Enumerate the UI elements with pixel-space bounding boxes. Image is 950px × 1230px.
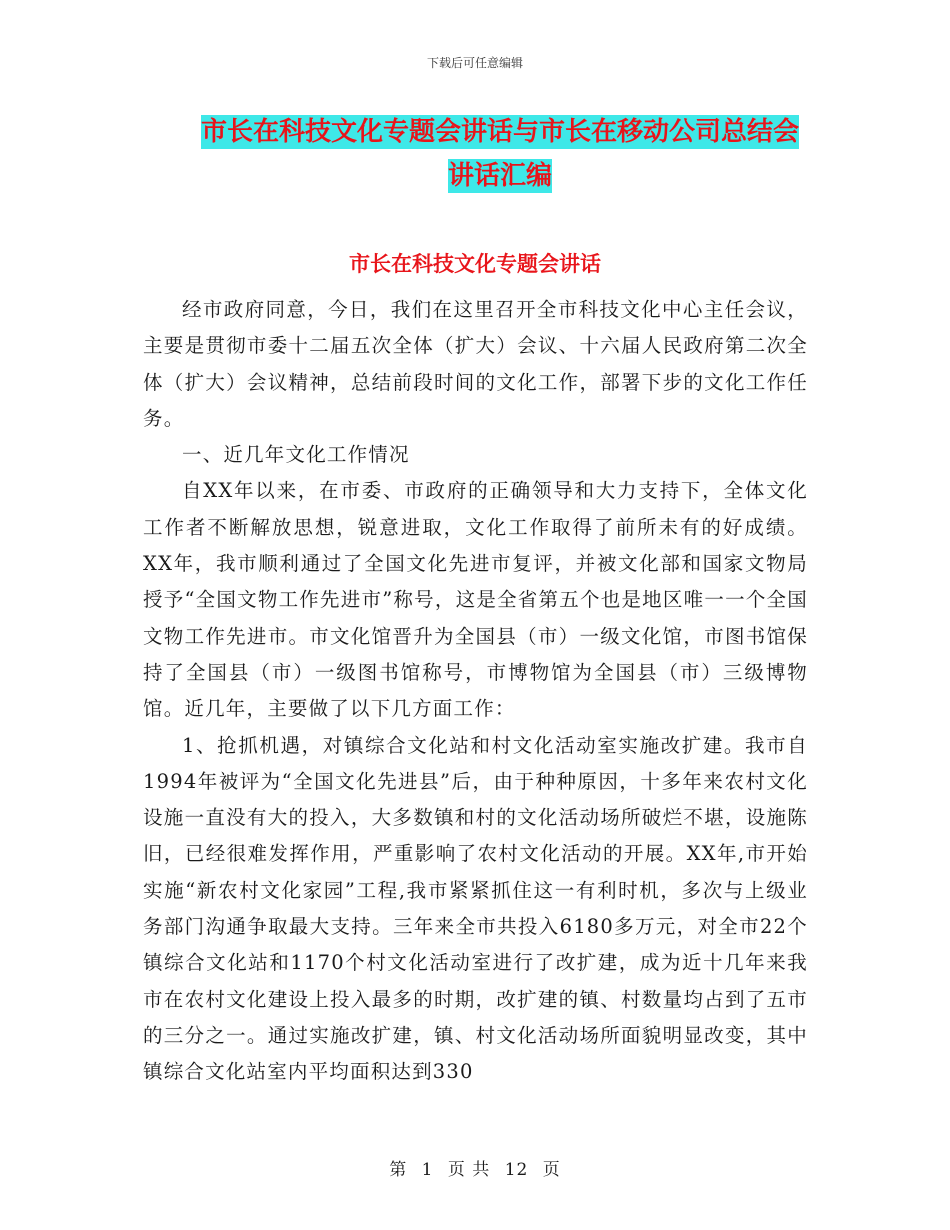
- section-title: 市长在科技文化专题会讲话: [349, 252, 601, 276]
- page-footer: [0, 1155, 950, 1180]
- document-title: [150, 110, 850, 198]
- paragraph: 经市政府同意，今日，我们在这里召开全市科技文化中心主任会议，主要是贯彻市委十二届五次全体（扩大）会议、十六届人民政府第二次全体（扩大）会议精神，总结前段时间的文化工作，部署下步的文化工作任务。: [143, 298, 808, 430]
- title-line-1: 市长在科技文化专题会讲话与市长在移动公司总结会: [200, 117, 799, 147]
- section-heading: 一、近几年文化工作情况: [182, 443, 410, 467]
- footer-middle: 页 共: [447, 1160, 491, 1180]
- page-total: 12: [504, 1160, 529, 1180]
- paragraph: 自XX年以来，在市委、市政府的正确领导和大力支持下，全体文化工作者不断解放思想，锐意进取，文化工作取得了前所未有的好成绩。XX年，我市顺利通过了全国文化先进市复评，并被文化部和国家文物局授予“全国文物工作先进市”称号，这是全省第五个也是地区唯一一个全国文物工作先进市。市文化馆晋升为全国县（市）一级文化馆，市图书馆保持了全国县（市）一级图书馆称号，市博物馆为全国县（市）三级博物馆。近几年，主要做了以下几方面工作：: [143, 479, 808, 721]
- title-line-2: 讲话汇编: [447, 161, 552, 191]
- footer-prefix: 第: [389, 1160, 408, 1180]
- footer-suffix: 页: [542, 1160, 561, 1180]
- paragraph: 1、抢抓机遇，对镇综合文化站和村文化活动室实施改扩建。我市自1994年被评为“全国文化先进县”后，由于种种原因，十多年来农村文化设施一直没有大的投入，大多数镇和村的文化活动场所破烂不堪，设施陈旧，已经很难发挥作用，严重影响了农村文化活动的开展。XX年,市开始实施“新农村文化家园”工程,我市紧紧抓住这一有利时机，多次与上级业务部门沟通争取最大支持。三年来全市共投入6180多万元，对全市22个镇综合文化站和1170个村文化活动室进行了改扩建，成为近十几年来我市在农村文化建设上投入最多的时期，改扩建的镇、村数量均占到了五市的三分之一。通过实施改扩建，镇、村文化活动场所面貌明显改变，其中镇综合文化站室内平均面积达到330: [143, 733, 808, 1084]
- page-number: 1: [421, 1160, 434, 1180]
- document-body: [143, 292, 808, 1091]
- header-note: 下载后可任意编辑: [426, 56, 523, 70]
